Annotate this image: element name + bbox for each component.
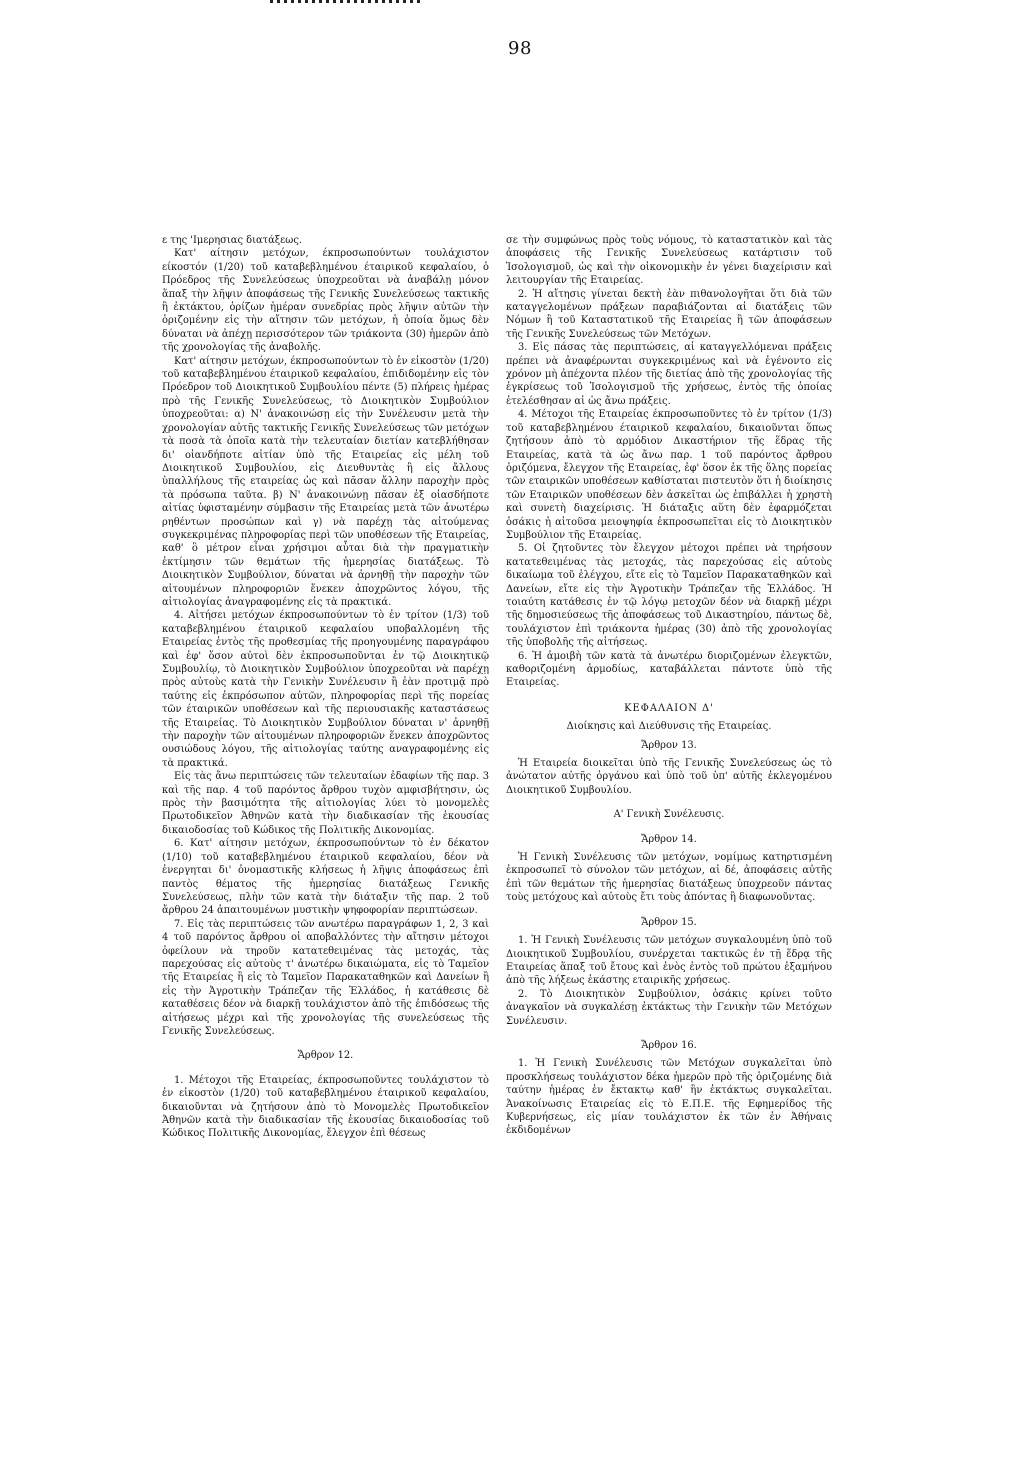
right-paragraph-3: 3. Εἰς πάσας τὰς περιπτώσεις, αἱ καταγγελλόμεναι πράξεις πρέπει νὰ ἀναφέρωνται συγκεκριμένως καὶ νὰ ἐγένοντο εἰς χρόνον μὴ ἀπέχοντα πλέον τῆς διετίας ἀπὸ τῆς χρονολογίας τῆς ἐγκρίσεως τοῦ Ἰσολογισμοῦ τῆς χρήσεως, ἐντὸς τῆς ὁποίας ἐτελέσθησαν αἱ ὡς ἄνω πράξεις. bbox=[506, 342, 832, 407]
section-a-heading: Α' Γενικὴ Συνέλευσις. bbox=[613, 809, 725, 821]
spacer bbox=[506, 1028, 832, 1039]
spacer bbox=[506, 905, 832, 916]
right-column bbox=[506, 234, 832, 1138]
left-paragraph-6: 6. Κατ' αίτησιν μετόχων, έκπροσωπούντων τὸ ἐν δέκατον (1/10) τοῦ καταβεβλημένου έταιρικοῦ κεφαλαίου, δέον νὰ ἐνεργηται δι' ὀνομαστικῆς κλήσεως ἡ λῆψις ἀποφάσεως ἐπὶ παντὸς θέματος τῆς ἡμερησίας διατάξεως Γενικῆς Συνελεύσεως, πλὴν τῶν κατὰ τὴν διάταξιν τῆς παρ. 2 τοῦ ἄρθρου 24 ἀπαιτουμένων μυστικὴν ψηφοφορίαν περιπτώσεων. bbox=[162, 838, 489, 917]
article-12-heading: Ἄρθρον 12. bbox=[297, 1050, 354, 1062]
article-15-heading: Ἄρθρον 15. bbox=[641, 916, 697, 928]
article-15-text-1: 1. Ἡ Γενικὴ Συνέλευσις τῶν μετόχων συγκαλουμένη ὑπὸ τοῦ Διοικητικοῦ Συμβουλίου, συνέρχεται τακτικῶς ἐν τῇ ἕδρᾳ τῆς Εταιρείας ἅπαξ τοῦ ἔτους καὶ ἐνὸς ἐντὸς τοῦ πρώτου ἑξαμήνου ἀπὸ τῆς λήξεως ἑκάστης εταιρικῆς χρήσεως. bbox=[506, 935, 832, 987]
spacer bbox=[506, 822, 832, 833]
chapter-subheading: Διοίκησις καὶ Διεύθυνσις τῆς Εταιρείας. bbox=[566, 721, 772, 733]
article-12-paragraph-1: 1. Μέτοχοι τῆς Εταιρείας, έκπροσωποῦντες τουλάχιστον τὸ ἐν εἰκοστὸν (1/20) τοῦ καταβεβλημένου έταιρικοῦ κεφαλαίου, δικαιοῦνται νὰ ζητήσουν ἀπὸ τὸ Μονομελὲς Πρωτοδικεῖον Ἀθηνῶν κατὰ τὴν διαδικασίαν τῆς ἑκουσίας δικαιοδοσίας τοῦ Κώδικος Πολιτικῆς Δικονομίας, ἔλεγχον ἐπὶ θέσεως bbox=[162, 1074, 489, 1140]
article-13-text: Ἡ Εταιρεία διοικεῖται ὑπὸ τῆς Γενικῆς Συνελεύσεως ὡς τὸ ἀνώτατον αὐτῆς ὀργάνου καὶ ὑπὸ τοῦ ὑπ' αὐτῆς ἐκλεγομένου Διοικητικοῦ Συμβουλίου. bbox=[506, 758, 832, 796]
right-paragraph-4: 4. Μέτοχοι τῆς Εταιρείας έκπροσωποῦντες τὸ ἐν τρίτον (1/3) τοῦ καταβεβλημένου έταιρικοῦ κεφαλαίου, δικαιοῦνται ὅπως ζητήσουν ἀπὸ τὸ αρμόδιον Δικαστήριον τῆς ἕδρας τῆς Εταιρείας, κατὰ τὰ ὡς ἄνω παρ. 1 τοῦ παρόντος ἄρθρου ὁριζόμενα, ἔλεγχον τῆς Εταιρείας, ἐφ' ὅσον ἐκ τῆς ὅλης πορείας τῶν εταιρικῶν υποθέσεων καθίσταται πιστευτὸν ὅτι ἡ διοίκησις τῶν Εταιρικῶν υποθέσεων δὲν ἀσκεῖται ὡς ἐπιβάλλει ἡ χρηστὴ καὶ συνετὴ διαχείρισις. Ἡ διάταξις αὕτη δὲν ἐφαρμόζεται ὁσάκις ἡ αἰτοῦσα μειοψηφία ἐκπροσωπεῖται εἰς τὸ Διοικητικὸν Συμβούλιον τῆς Εταιρείας. bbox=[506, 409, 832, 541]
left-paragraph-1: ε της 'Ιμερησιας διατάξεως. bbox=[162, 235, 303, 246]
spacer bbox=[162, 1063, 489, 1074]
left-paragraph-4: 4. Αἰτήσει μετόχων έκπροσωπούντων τὸ ἐν τρίτον (1/3) τοῦ καταβεβλημένου έταιρικοῦ κεφαλαίου υποβαλλομένη τῆς Εταιρείας ἐντὸς τῆς προθεσμίας τῆς προηγουμένης παραγράφου καὶ ἐφ' ὅσον αὐτοὶ δὲν ἐκπροσωποῦνται ἐν τῷ Διοικητικῷ Συμβουλίῳ, τὸ Διοικητικὸν Συμβούλιον ὑποχρεοῦται νὰ παρέχῃ πρὸς αὐτοὺς κατὰ τὴν Γενικὴν Συνέλευσιν ἢ ἐὰν προτιμᾷ πρὸ ταύτης εἰς ἐκπρόσωπον αὐτῶν, πληροφορίας περὶ τῆς πορείας τῶν έταιρικῶν υποθέσεων καὶ τῆς περιουσιακῆς καταστάσεως τῆς Εταιρείας. Τὸ Διοικητικὸν Συμβούλιον δύναται ν' ἀρνηθῇ τὴν παροχὴν τῶν αἰτουμένων πληροφοριῶν ἕνεκεν ἀποχρῶντος ουσιώδους λόγου, τῆς αἰτιολογίας ταύτης αναγραφομένης εἰς τὰ πρακτικά. bbox=[162, 610, 489, 769]
article-15-text-2: 2. Τὸ Διοικητικὸν Συμβούλιον, ὁσάκις κρίνει τοῦτο ἀναγκαῖον νὰ συγκαλέσῃ ἐκτάκτως τὴν Γενικὴν τῶν Μετόχων Συνέλευσιν. bbox=[506, 988, 832, 1027]
right-paragraph-1: σε τὴν συμφώνως πρὸς τοὺς νόμους, τὸ καταστατικὸν καὶ τὰς ἀποφάσεις τῆς Γενικῆς Συνελεύσεως κατάρτισιν τοῦ Ἰσολογισμοῦ, ὡς καὶ τὴν οἰκονομικὴν ἐν γένει διαχείρισιν καὶ λειτουργίαν τῆς Εταιρείας. bbox=[506, 235, 832, 287]
right-paragraph-2: 2. Ἡ αἴτησις γίνεται δεκτὴ ἐὰν πιθανολογῆται ὅτι διὰ τῶν καταγγελομένων πράξεων παραβιάζονται αἱ διατάξεις τῶν Νόμων ἢ τοῦ Καταστατικοῦ τῆς Εταιρείας ἢ τῶν ἀποφάσεων τῆς Γενικῆς Συνελεύσεως τῶν Μετόχων. bbox=[506, 288, 832, 340]
page-number: 98 bbox=[508, 38, 532, 59]
left-paragraph-7: 7. Εἰς τὰς περιπτώσεις τῶν ανωτέρω παραγράφων 1, 2, 3 καὶ 4 τοῦ παρόντος ἄρθρου οἱ αποβαλλόντες τὴν αἴτησιν μέτοχοι ὀφείλουν νὰ τηροῦν κατατεθειμένας τὰς μετοχάς, τὰς παρεχούσας εἰς αὐτοὺς τ' ἀνωτέρω δικαιώματα, εἰς τὸ Ταμεῖον τῆς Εταιρείας ἢ εἰς τὸ Ταμεῖον Παρακαταθηκῶν καὶ Δανείων ἢ εἰς τὴν Ἀγροτικὴν Τράπεζαν τῆς Ἑλλάδος, ἡ κατάθεσις δὲ καταθέσεις δέον νὰ διαρκῇ τουλάχιστον ἀπὸ τῆς ἐπιδόσεως τῆς αἰτήσεως μέχρι καὶ τῆς χρονολογίας τῆς συνελεύσεως τῆς Γενικῆς Συνελεύσεως. bbox=[162, 918, 489, 1037]
chapter-heading: ΚΕΦΑΛΑΙΟΝ Δ' bbox=[624, 702, 714, 714]
article-13-heading: Ἄρθρον 13. bbox=[641, 739, 697, 751]
article-14-heading: Ἄρθρον 14. bbox=[641, 833, 697, 845]
left-paragraph-5: Εἰς τὰς ἄνω περιπτώσεις τῶν τελευταίων ἐδαφίων τῆς παρ. 3 καὶ τῆς παρ. 4 τοῦ παρόντος ἄρθρου τυχὸν αμφισβήτησιν, ὡς πρὸς τὴν βασιμότητα τῆς αἰτιολογίας λύει τὸ μονομελὲς Πρωτοδικεῖον Ἀθηνῶν κατὰ τὴν διαδικασίαν τῆς ἑκουσίας δικαιοδοσίας τοῦ Κώδικος τῆς Πολιτικῆς Δικονομίας. bbox=[162, 771, 489, 836]
left-paragraph-3: Κατ' αίτησιν μετόχων, έκπροσωπούντων τὸ ἐν εἰκοστὸν (1/20) τοῦ καταβεβλημένου έταιρικοῦ κεφαλαίου, ἐπιδιδομένην εἰς τὸν Πρόεδρον τοῦ Διοικητικοῦ Συμβουλίου πέντε (5) πλήρεις ἡμέρας πρὸ τῆς Γενικῆς Συνελεύσεως, τὸ Διοικητικὸν Συμβούλιον ὑποχρεοῦται: α) Ν' ἀνακοινώσῃ εἰς τὴν Συνέλευσιν μετὰ τὴν χρονολογίαν αὐτῆς τακτικῆς Γενικῆς Συνελεύσεως τῶν μετόχων τὰ ποσὰ τὰ ὁποῖα κατὰ τὴν τελευταίαν διετίαν κατεβλήθησαν δι' οἱανδήποτε αἰτίαν ὑπὸ τῆς Εταιρείας εἰς μέλη τοῦ Διοικητικοῦ Συμβουλίου, εἰς Διευθυντὰς ἢ εἰς ἄλλους ὑπαλλήλους τῆς εταιρείας ὡς καὶ πᾶσαν ἄλλην παροχὴν πρὸς τὰ πρόσωπα ταῦτα. β) Ν' ἀνακοινώνῃ πᾶσαν ἐξ οἱασδήποτε αἰτίας ὑφισταμένην σύμβασιν τῆς Εταιρείας μετὰ τῶν ἀνωτέρω ρηθέντων προσώπων καὶ γ) νὰ παρέχῃ τὰς αἰτούμενας συγκεκριμένας πληροφορίας περὶ τῶν υποθέσεων τῆς Εταιρείας, καθ' ὃ μέτρον εἶναι χρήσιμοι αὗται διὰ τὴν πραγματικὴν ἐκτίμησιν τῶν θεμάτων τῆς ἡμερησίας διατάξεως. Τὸ Διοικητικὸν Συμβούλιον, δύναται νὰ ἀρνηθῇ τὴν παροχὴν τῶν αἰτουμένων πληροφοριῶν ἕνεκεν ἀποχρῶντος λόγου, τῆς αἰτιολογίας ἀναγραφομένης εἰς τὰ πρακτικά. bbox=[162, 355, 489, 608]
left-column bbox=[162, 234, 489, 1141]
article-14-text: Ἡ Γενικὴ Συνέλευσις τῶν μετόχων, νομίμως κατηρτισμένη ἐκπροσωπεῖ τὸ σύνολον τῶν μετόχων, αἱ δέ, ἀποφάσεις αὐτῆς ἐπὶ τῶν θεμάτων τῆς ἡμερησίας διατάξεως ὑποχρεοῦν πάντας τοὺς μετόχους καὶ αὐτοὺς ἔτι τοὺς ἀπόντας ἢ διαφωνοῦντας. bbox=[506, 852, 832, 904]
article-16-text: 1. Ἡ Γενικὴ Συνέλευσις τῶν Μετόχων συγκαλεῖται ὑπὸ προσκλήσεως τουλάχιστον δέκα ἡμερῶν πρὸ τῆς ὁριζομένης διὰ ταύτην ἡμέρας ἐν ἔκτακτῳ καθ' ἣν ἐκτάκτως συγκαλεῖται. Ἀνακοίνωσις Εταιρείας εἰς τὸ Ε.Π.Ε. τῆς Εφημερίδος τῆς Κυβερνήσεως, εἰς μίαν τουλάχιστον ἐκ τῶν ἐν Ἀθήναις ἐκδιδομένων bbox=[506, 1058, 832, 1137]
article-16-heading: Ἄρθρον 16. bbox=[641, 1039, 697, 1051]
left-paragraph-2: Κατ' αίτησιν μετόχων, έκπροσωπούντων τουλάχιστον είκοστόν (1/20) τοῦ καταβεβλημένου έταιρικοῦ κεφαλαίου, ὁ Πρόεδρος τῆς Συνελεύσεως ὑποχρεοῦται νὰ ἀναβάλῃ μόνον ἅπαξ τὴν λῆψιν ἀποφάσεως τῆς Γενικῆς Συνελεύσεως τακτικῆς ἢ ἐκτάκτου, ὁρίζων ἡμέραν συνεδρίας πρὸς λῆψιν αὐτῶν τὴν ὁριζομένην εἰς τὴν αἴτησιν τῶν μετόχων, ἡ ὁποία ὅμως δὲν δύναται νὰ ἀπέχῃ περισσότερον τῶν τριάκοντα (30) ἡμερῶν ἀπὸ τῆς χρονολογίας τῆς ἀναβολῆς. bbox=[162, 248, 489, 354]
right-paragraph-5: 5. Οἱ ζητοῦντες τὸν ἔλεγχον μέτοχοι πρέπει νὰ τηρήσουν κατατεθειμένας τὰς μετοχάς, τὰς παρεχούσας εἰς αὐτοὺς δικαίωμα τοῦ ἐλέγχου, εἴτε εἰς τὸ Ταμεῖον Παρακαταθηκῶν καὶ Δανείων, εἴτε εἰς τὴν Ἀγροτικὴν Τράπεζαν τῆς Ἑλλάδος. Ἡ τοιαύτη κατάθεσις ἐν τῷ λόγῳ μετοχῶν δέον νὰ διαρκῇ μέχρι τῆς δημοσιεύσεως τῆς ἀποφάσεως τοῦ Δικαστηρίου, πάντως δὲ, τουλάχιστον ἐπὶ τριάκοντα ἡμέρας (30) ἀπὸ τῆς χρονολογίας τῆς ὑποβολῆς τῆς αἰτήσεως. bbox=[506, 543, 832, 649]
scan-artifact-line bbox=[270, 0, 420, 3]
spacer bbox=[162, 1038, 489, 1049]
spacer bbox=[506, 797, 832, 808]
right-paragraph-6: 6. Ἡ ἀμοιβὴ τῶν κατὰ τὰ ἀνωτέρω διοριζομένων ἐλεγκτῶν, καθοριζομένη ἁρμοδίως, καταβάλλεται πάντοτε ὑπὸ τῆς Εταιρείας. bbox=[506, 650, 832, 689]
